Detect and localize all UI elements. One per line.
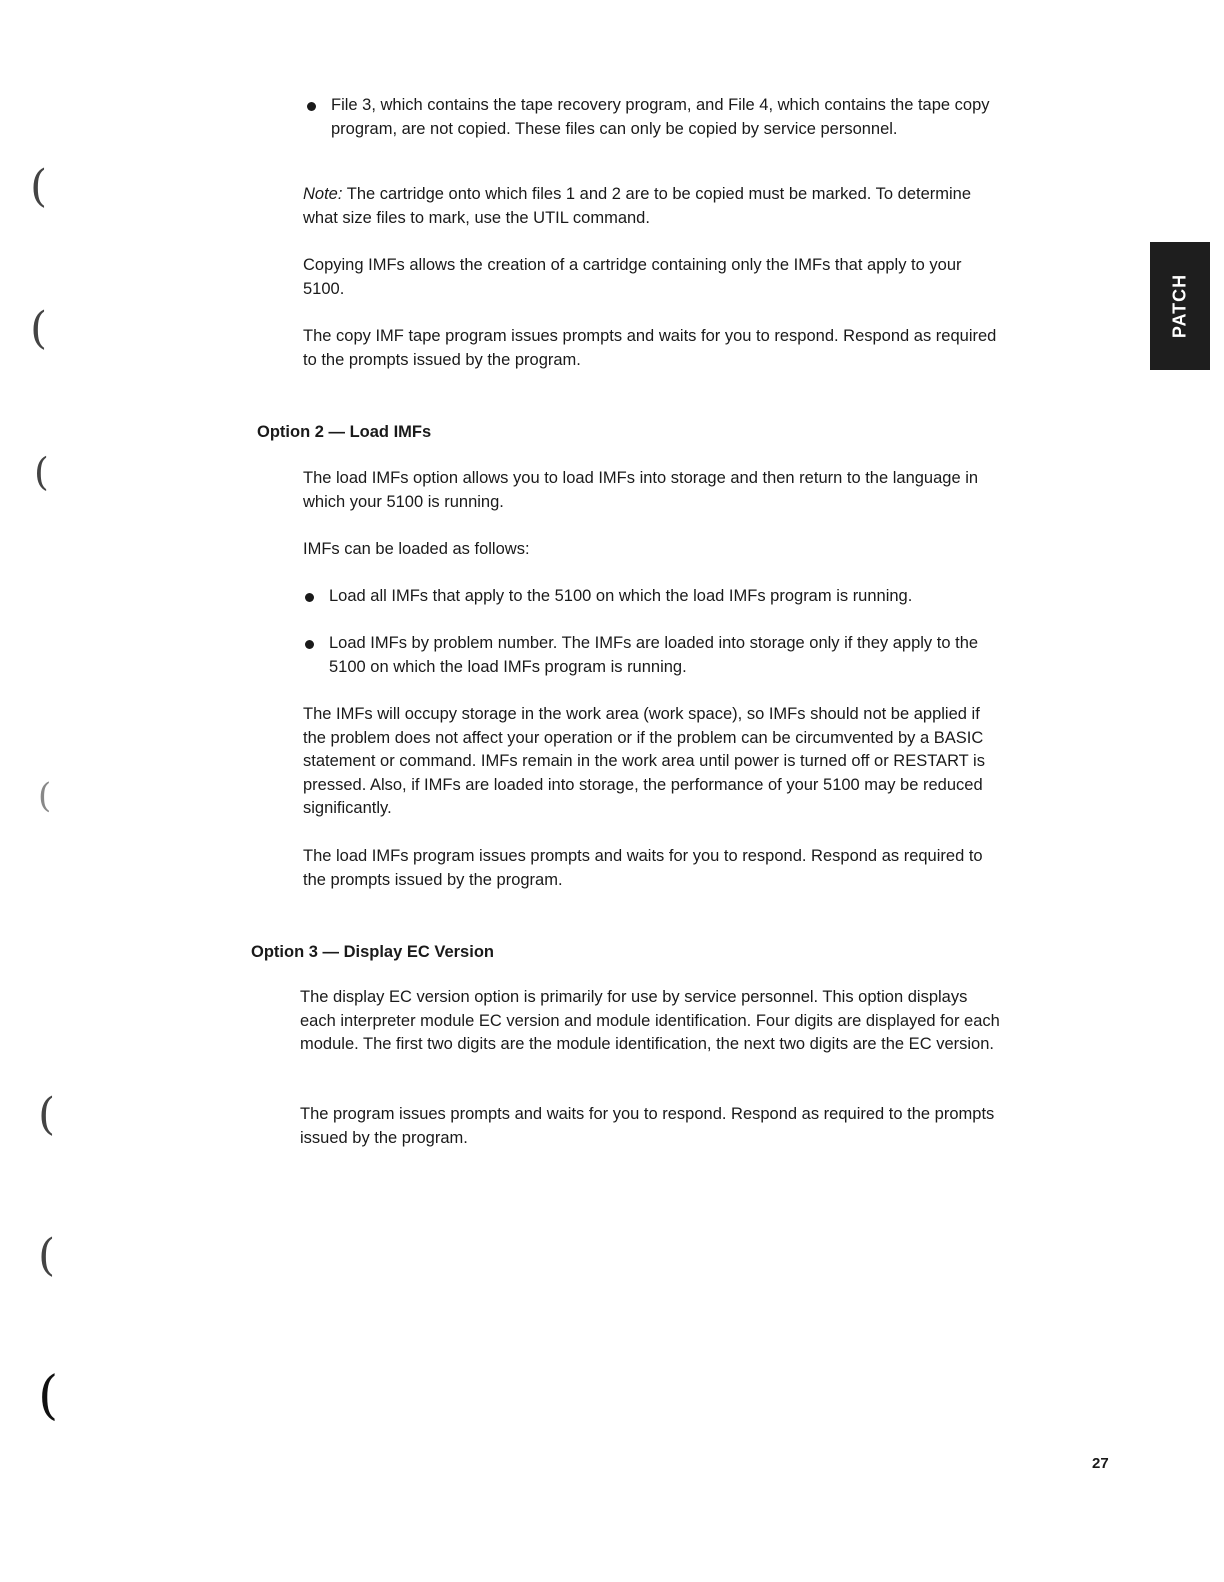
binder-hole-mark: (: [38, 1366, 59, 1426]
list-item-text: File 3, which contains the tape recovery program, and File 4, which contains the tape copy program, are not copied. These files can only be copied by service personnel.: [331, 96, 990, 138]
note-text: The cartridge onto which files 1 and 2 are to be copied must be marked. To determine what size files to mark, use the UTIL command.: [303, 185, 972, 227]
binder-hole-mark: (: [38, 776, 52, 816]
page-number: 27: [1092, 1455, 1109, 1472]
binder-hole-mark: (: [38, 1089, 56, 1140]
section-heading-option-3: Option 3 — Display EC Version: [251, 943, 494, 961]
option2-loaded-as: IMFs can be loaded as follows:: [303, 540, 530, 558]
bullet-icon: [305, 640, 314, 649]
paragraph-copy-prompts: The copy IMF tape program issues prompts and waits for you to respond. Respond as required to the prompts issued by the program.: [303, 327, 997, 369]
binder-hole-mark: (: [34, 450, 49, 494]
bullet-icon: [305, 593, 314, 602]
bullet-icon: [307, 102, 316, 111]
section-tab-label: PATCH: [1169, 273, 1190, 339]
note-label: Note:: [303, 185, 343, 203]
list-item-text: Load all IMFs that apply to the 5100 on which the load IMFs program is running.: [329, 587, 913, 605]
list-item: [307, 94, 1021, 141]
list-item-text: Load IMFs by problem number. The IMFs are loaded into storage only if they apply to the 5100 on which the load IMFs program is running.: [329, 634, 979, 676]
section-heading-option-2: Option 2 — Load IMFs: [257, 423, 432, 441]
option3-prompts: The program issues prompts and waits for you to respond. Respond as required to the prompts issued by the program.: [300, 1105, 995, 1147]
option2-prompts: The load IMFs program issues prompts and waits for you to respond. Respond as required to the prompts issued by the program.: [303, 847, 983, 889]
binder-hole-mark: (: [38, 1230, 56, 1281]
binder-hole-mark: (: [30, 303, 48, 354]
option2-intro: The load IMFs option allows you to load IMFs into storage and then return to the language in which your 5100 is running.: [303, 469, 979, 511]
list-item: [305, 585, 1029, 609]
list-item: [305, 632, 1009, 679]
section-tab: [1150, 242, 1210, 370]
option2-storage: The IMFs will occupy storage in the work area (work space), so IMFs should not be applied if the problem does not affect your operation or if the problem can be circumvented by a BASIC statement or command. IMFs remain in the work area until power is turned off or RESTART is pressed. Also, if IMFs are loaded into storage, the performance of your 5100 may be reduced significantly.: [303, 705, 985, 817]
paragraph-copying: Copying IMFs allows the creation of a cartridge containing only the IMFs that apply to your 5100.: [303, 256, 962, 298]
note-paragraph: [303, 183, 1003, 230]
option3-intro: The display EC version option is primarily for use by service personnel. This option displays each interpreter module EC version and module identification. Four digits are displayed for each module. The first two digits are the module identification, the next two digits are the EC version.: [300, 988, 1000, 1053]
binder-hole-mark: (: [30, 161, 48, 212]
